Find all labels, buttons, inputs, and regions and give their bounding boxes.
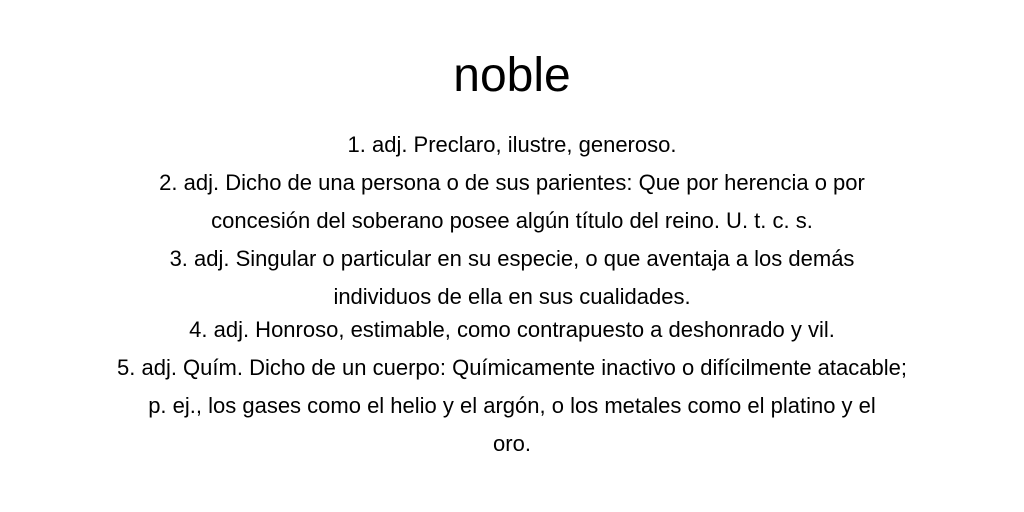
definition-line: 4. adj. Honroso, estimable, como contrapuesto a deshonrado y vil. — [189, 317, 835, 342]
definition-line: 2. adj. Dicho de una persona o de sus parientes: Que por herencia o por — [159, 170, 865, 195]
definition-line: 3. adj. Singular o particular en su especie, o que aventaja a los demás — [169, 246, 855, 271]
definition-line: concesión del soberano posee algún título del reino. U. t. c. s. — [211, 208, 813, 233]
definition-1 — [0, 126, 1024, 164]
definition-line: individuos de ella en sus cualidades. — [333, 284, 691, 309]
headword: noble — [453, 49, 571, 102]
definition-line: 1. adj. Preclaro, ilustre, generoso. — [347, 132, 677, 157]
definition-line: 5. adj. Quím. Dicho de un cuerpo: Químicamente inactivo o difícilmente atacable; — [117, 355, 907, 380]
definition-3 — [0, 240, 1024, 316]
definition-line: oro. — [493, 431, 531, 456]
definition-5 — [0, 349, 1024, 463]
definition-line: p. ej., los gases como el helio y el argón, o los metales como el platino y el — [148, 393, 876, 418]
definition-2 — [0, 164, 1024, 240]
definition-4 — [0, 311, 1024, 349]
